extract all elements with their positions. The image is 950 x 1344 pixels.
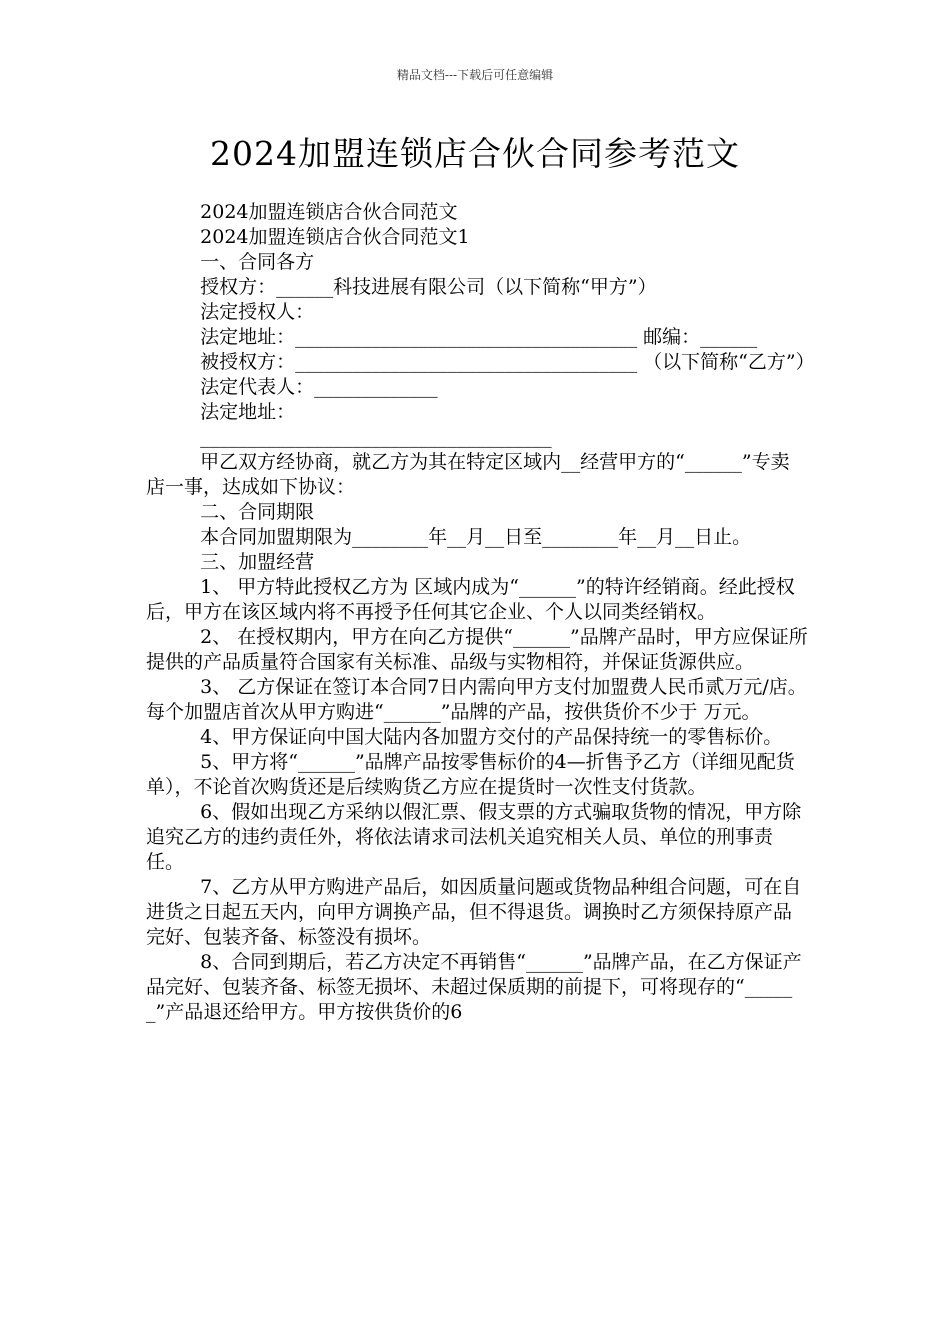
clause: 6、假如出现乙方采纳以假汇票、假支票的方式骗取货物的情况，甲方除追究乙方的违约责任外，将依法请求司法机关追究相关人员、单位的刑事责任。 (146, 801, 802, 873)
paragraph: 2024加盟连锁店合伙合同范文 (200, 201, 458, 223)
paragraph: 被授权方：____________________________________ （以下简称“乙方”） (200, 351, 815, 373)
paragraph: 本合同加盟期限为________年__月__日至________年__月__日止。 (200, 526, 752, 548)
clause: 3、 乙方保证在签订本合同7日内需向甲方支付加盟费人民币贰万元/店。每个加盟店首次从甲方购进“______”品牌的产品，按供货价不少于 万元。 (146, 676, 807, 723)
clause: 1、 甲方特此授权乙方为 区域内成为“______”的特许经销商。经此授权后，甲方在该区域内将不再授予任何其它企业、个人以同类经销权。 (146, 576, 795, 623)
clause: 8、合同到期后，若乙方决定不再销售“______”品牌产品，在乙方保证产品完好、包装齐备、标签无损坏、未超过保质期的前提下，可将现存的“______”产品退还给甲方。甲方按供货价的6 (146, 951, 802, 1023)
paragraph: 2024加盟连锁店合伙合同范文1 (200, 226, 470, 248)
blank-line: _____________________________________ (200, 426, 552, 448)
section-heading: 一、合同各方 (200, 251, 315, 273)
section-heading: 二、合同期限 (200, 501, 315, 523)
paragraph: 法定地址： (200, 401, 296, 423)
clause: 7、乙方从甲方购进产品后，如因质量问题或货物品种组合问题，可在自进货之日起五天内，向甲方调换产品，但不得退货。调换时乙方须保持原产品完好、包装齐备、标签没有损坏。 (146, 876, 802, 948)
paragraph: 法定地址：____________________________________ 邮编：______ (200, 326, 758, 348)
clause: 5、甲方将“______”品牌产品按零售标价的4—折售予乙方（详细见配货单），不论首次购货还是后续购货乙方应在提货时一次性支付货款。 (146, 751, 795, 798)
paragraph: 法定代表人：_____________ (200, 376, 438, 398)
document-body (146, 200, 815, 1025)
clause: 2、 在授权期内，甲方在向乙方提供“______”品牌产品时，甲方应保证所提供的产品质量符合国家有关标准、品级与实物相符，并保证货源供应。 (146, 626, 808, 673)
clause: 4、甲方保证向中国大陆内各加盟方交付的产品保持统一的零售标价。 (200, 726, 783, 748)
document-title: 2024加盟连锁店合伙合同参考范文 (210, 134, 740, 173)
page-header: 精品文档---下载后可任意编辑 (396, 68, 554, 82)
paragraph: 授权方：______科技进展有限公司（以下简称“甲方”） (200, 276, 657, 298)
section-heading: 三、加盟经营 (200, 551, 315, 573)
paragraph: 法定授权人： (200, 301, 315, 323)
paragraph: 甲乙双方经协商，就乙方为其在特定区域内__经营甲方的“______”专卖店一事，达成如下协议： (146, 451, 790, 498)
